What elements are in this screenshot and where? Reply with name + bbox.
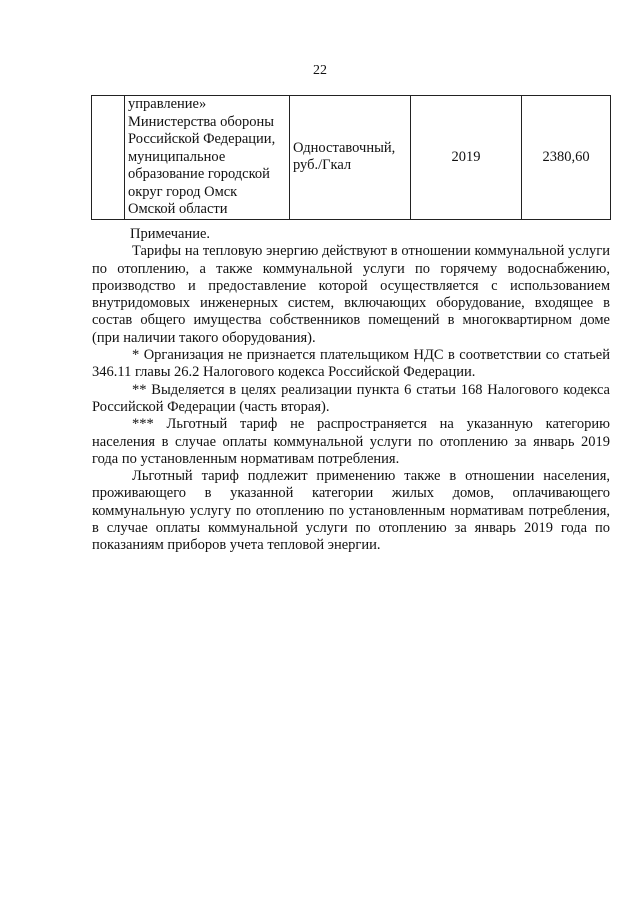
organization-cell: управление» Министерства обороны Российской Федерации, муниципальное образование городской округ город Омск Омской области [125, 96, 290, 220]
notes-section [92, 226, 610, 555]
page-number: 22 [313, 63, 327, 78]
note-paragraph: ** Выделяется в целях реализации пункта 6 статьи 168 Налогового кодекса Российской Федерации (часть вторая). [92, 381, 610, 415]
table-row [92, 96, 611, 220]
note-paragraph: * Организация не признается плательщиком НДС в соответствии со статьей 346.11 главы 26.2 Налогового кодекса Российской Федерации. [92, 347, 610, 381]
tariff-table [91, 95, 611, 220]
notes-caption: Примечание. [130, 226, 211, 242]
year-cell: 2019 [411, 96, 522, 220]
tariff-type-cell: Одноставочный, руб./Гкал [290, 96, 411, 220]
note-paragraph: Тарифы на тепловую энергию действуют в отношении коммунальной услуги по отоплению, а также коммунальной услуги по горячему водоснабжению, производство и предоставление которой осуществляется с использованием внутридомовых инженерных систем, включающих оборудование, входящее в состав общего имущества собственников помещений в многоквартирном доме (при наличии такого оборудования). [92, 243, 610, 346]
note-paragraph: Льготный тариф подлежит применению также в отношении населения, проживающего в указанной категории жилых домов, оплачивающего коммунальную услугу по отоплению по установленным нормативам потребления, в случае оплаты коммунальной услуги по отоплению за январь 2019 года по показаниям приборов учета тепловой энергии. [92, 468, 610, 554]
note-paragraph: *** Льготный тариф не распространяется на указанную категорию населения в случае оплаты коммунальной услуги по отоплению за январь 2019 года по установленным нормативам потребления. [92, 416, 610, 467]
tariff-value-cell: 2380,60 [522, 96, 611, 220]
table-cell-empty [92, 96, 125, 220]
